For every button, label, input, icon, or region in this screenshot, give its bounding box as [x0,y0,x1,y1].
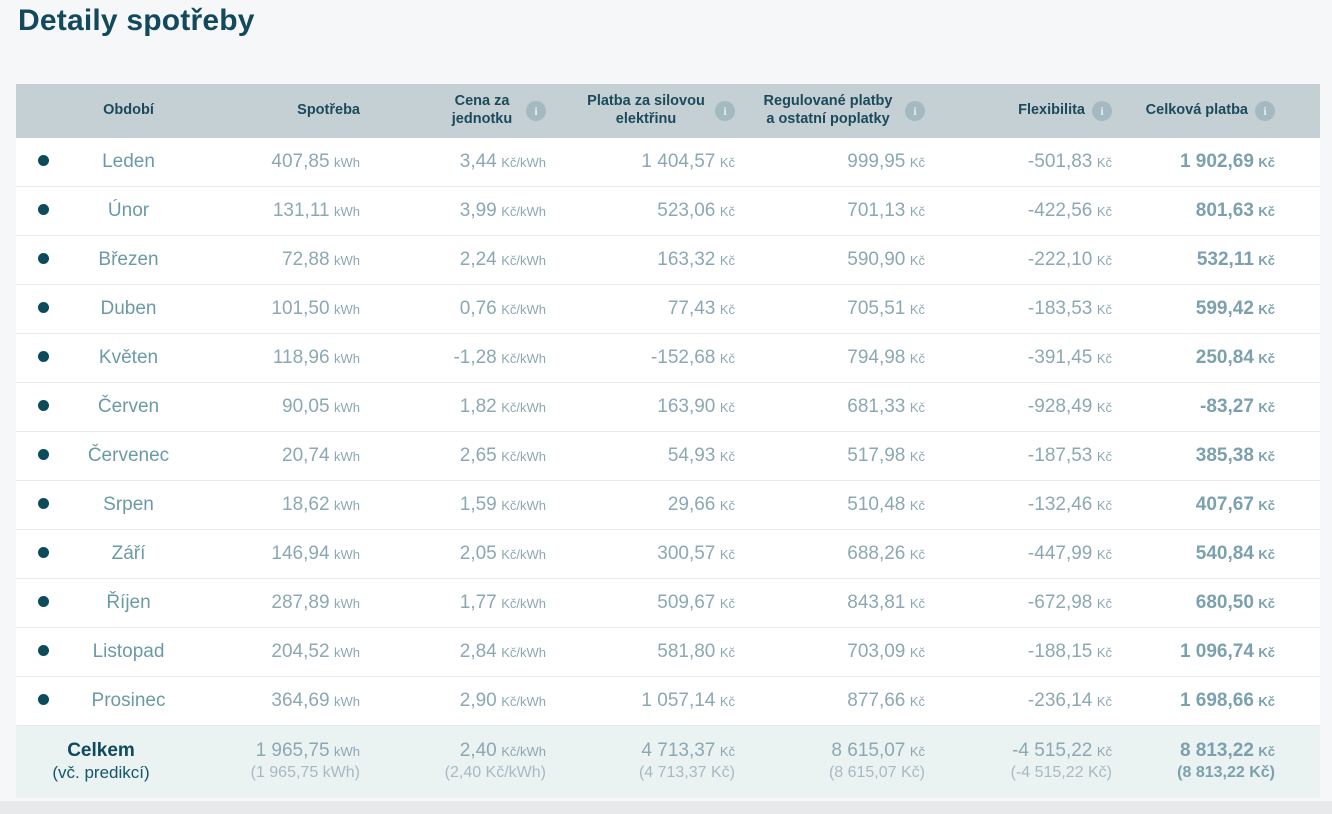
regulated-payments-cell: 517,98 Kč [735,432,925,481]
unit-label: Kč/kWh [501,645,546,660]
unit-price-cell: 3,99 Kč/kWh [360,187,546,236]
info-icon[interactable]: i [715,101,735,121]
column-header-regulovane-platby [735,84,925,138]
page-title: Detaily spotřeby [18,4,255,37]
unit-label: Kč [909,351,925,366]
column-header-obdobi [71,84,186,138]
unit-label: Kč [1258,596,1275,611]
info-icon[interactable]: i [526,101,546,121]
footer-energy-payment-value: 4 713,37 [641,740,716,762]
unit-price-cell: 1,59 Kč/kWh [360,481,546,530]
unit-label: Kč/kWh [501,204,546,219]
unit-label: kWh [334,547,360,562]
unit-label: Kč [1096,302,1112,317]
energy-payment-cell: 581,80 Kč [546,628,735,677]
total-payment-cell: 532,11 Kč [1112,236,1320,285]
flexibility-cell: -188,15 Kč [925,628,1112,677]
total-payment-cell: 250,84 Kč [1112,334,1320,383]
energy-payment-cell: 163,32 Kč [546,236,735,285]
unit-label: Kč [909,400,925,415]
bullet-column-header [16,84,71,138]
table-body [16,138,1320,726]
unit-label: Kč [1258,204,1275,219]
unit-label: Kč [1258,253,1275,268]
table-row [16,236,1320,285]
info-icon[interactable]: i [1092,101,1112,121]
month-label: Duben [100,298,157,319]
total-payment-cell: 680,50 Kč [1112,579,1320,628]
table-row [16,187,1320,236]
month-bullet-icon [38,498,49,509]
table-row [16,628,1320,677]
flexibility-cell: -391,45 Kč [925,334,1112,383]
unit-label: Kč/kWh [501,694,546,709]
unit-label: Kč [1258,302,1275,317]
consumption-cell: 118,96 kWh [186,334,360,383]
unit-label: Kč [1096,645,1112,660]
unit-label: Kč [909,253,925,268]
regulated-payments-cell: 510,48 Kč [735,481,925,530]
month-bullet-icon [38,645,49,656]
month-label: Únor [107,200,150,221]
energy-payment-cell: 163,90 Kč [546,383,735,432]
unit-label: Kč/kWh [501,302,546,317]
table-row [16,530,1320,579]
column-header-platba-za-silovou-elektrinu [546,84,735,138]
unit-label: kWh [334,400,360,415]
month-label: Říjen [106,592,151,613]
footer-total-prediction: (8 813,22 Kč) [1177,764,1275,782]
month-bullet-icon [38,694,49,705]
month-bullet-icon [38,547,49,558]
regulated-payments-cell: 703,09 Kč [735,628,925,677]
consumption-cell: 72,88 kWh [186,236,360,285]
unit-price-cell: 1,82 Kč/kWh [360,383,546,432]
unit-label: Kč [909,155,925,170]
unit-label: Kč [1096,449,1112,464]
footer-flexibility-prediction: (-4 515,22 Kč) [1010,764,1112,782]
footer-label-cell [16,726,186,799]
month-label: Září [111,543,146,564]
footer-regulated-value: 8 615,07 [831,740,906,762]
unit-price-cell: -1,28 Kč/kWh [360,334,546,383]
regulated-payments-cell: 843,81 Kč [735,579,925,628]
energy-payment-cell: 29,66 Kč [546,481,735,530]
unit-label: Kč/kWh [501,596,546,611]
month-bullet-icon [38,400,49,411]
footer-label: Celkem [67,740,135,762]
unit-label: Kč/kWh [501,155,546,170]
unit-label: kWh [334,645,360,660]
month-label: Srpen [103,494,154,515]
unit-label: Kč [1096,547,1112,562]
flexibility-cell: -183,53 Kč [925,285,1112,334]
regulated-payments-cell: 794,98 Kč [735,334,925,383]
unit-label: kWh [334,694,360,709]
footer-consumption-cell [186,726,360,799]
unit-label: Kč [1096,155,1112,170]
unit-label: Kč [1258,498,1275,513]
column-label: Spotřeba [297,102,360,119]
unit-label: Kč/kWh [501,449,546,464]
bottom-divider [0,801,1332,814]
table-row [16,579,1320,628]
unit-label: Kč [719,498,735,513]
consumption-cell: 204,52 kWh [186,628,360,677]
month-bullet-icon [38,351,49,362]
month-label: Leden [102,151,155,172]
month-label: Květen [98,347,159,368]
unit-label: Kč [1258,449,1275,464]
unit-label: Kč [719,204,735,219]
table-row [16,481,1320,530]
unit-label: Kč/kWh [501,351,546,366]
unit-label: Kč [719,645,735,660]
month-label: Listopad [92,641,165,662]
footer-consumption-prediction: (1 965,75 kWh) [250,764,360,782]
footer-unit-price-cell [360,726,546,799]
month-bullet-icon [38,155,49,166]
column-header-celkova-platba [1112,84,1320,138]
total-payment-cell: -83,27 Kč [1112,383,1320,432]
unit-label: Kč [719,596,735,611]
column-label: Regulované platby a ostatní poplatky [763,93,893,127]
unit-label: kWh [334,449,360,464]
footer-energy-payment-cell [546,726,735,799]
total-payment-cell: 385,38 Kč [1112,432,1320,481]
total-payment-cell: 1 902,69 Kč [1112,138,1320,187]
unit-label: Kč [719,744,735,760]
unit-price-cell: 2,24 Kč/kWh [360,236,546,285]
consumption-cell: 131,11 kWh [186,187,360,236]
column-header-flexibilita [925,84,1112,138]
flexibility-cell: -447,99 Kč [925,530,1112,579]
unit-price-cell: 2,84 Kč/kWh [360,628,546,677]
regulated-payments-cell: 999,95 Kč [735,138,925,187]
unit-label: Kč/kWh [501,547,546,562]
month-bullet-icon [38,302,49,313]
energy-payment-cell: 523,06 Kč [546,187,735,236]
unit-label: kWh [334,302,360,317]
unit-label: Kč [909,547,925,562]
flexibility-cell: -132,46 Kč [925,481,1112,530]
regulated-payments-cell: 877,66 Kč [735,677,925,726]
regulated-payments-cell: 681,33 Kč [735,383,925,432]
column-label: Celková platba [1145,102,1248,119]
unit-price-cell: 0,76 Kč/kWh [360,285,546,334]
footer-regulated-prediction: (8 615,07 Kč) [828,764,925,782]
unit-label: Kč [719,253,735,268]
unit-label: Kč [1258,694,1275,709]
unit-label: Kč [719,449,735,464]
unit-label: Kč [1096,744,1112,760]
total-payment-cell: 540,84 Kč [1112,530,1320,579]
total-payment-cell: 599,42 Kč [1112,285,1320,334]
column-label: Platba za silovou elektřinu [587,93,705,127]
month-label: Březen [98,249,159,270]
unit-label: Kč [909,596,925,611]
unit-label: Kč [909,694,925,709]
unit-price-cell: 2,05 Kč/kWh [360,530,546,579]
column-label: Flexibilita [1018,102,1085,119]
footer-regulated-cell [735,726,925,799]
consumption-cell: 101,50 kWh [186,285,360,334]
total-payment-cell: 1 698,66 Kč [1112,677,1320,726]
info-icon[interactable]: i [1255,101,1275,121]
unit-label: Kč/kWh [501,744,546,760]
month-bullet-icon [38,596,49,607]
table-row [16,334,1320,383]
energy-payment-cell: -152,68 Kč [546,334,735,383]
month-bullet-icon [38,204,49,215]
unit-label: Kč [1096,694,1112,709]
unit-label: Kč/kWh [501,253,546,268]
unit-price-cell: 3,44 Kč/kWh [360,138,546,187]
regulated-payments-cell: 705,51 Kč [735,285,925,334]
unit-price-cell: 2,65 Kč/kWh [360,432,546,481]
footer-consumption-value: 1 965,75 [255,740,330,762]
flexibility-cell: -928,49 Kč [925,383,1112,432]
unit-label: Kč [1258,547,1275,562]
unit-label: Kč/kWh [501,400,546,415]
consumption-cell: 407,85 kWh [186,138,360,187]
table-footer-row [16,726,1320,799]
unit-label: Kč [909,449,925,464]
consumption-cell: 287,89 kWh [186,579,360,628]
unit-label: Kč [909,744,925,760]
unit-label: kWh [334,204,360,219]
unit-label: Kč [719,400,735,415]
consumption-cell: 146,94 kWh [186,530,360,579]
footer-total-cell [1112,726,1320,799]
table-row [16,383,1320,432]
unit-label: Kč [1258,744,1275,760]
unit-label: Kč [1096,400,1112,415]
unit-label: Kč [1096,596,1112,611]
unit-label: kWh [334,351,360,366]
unit-label: Kč [719,351,735,366]
column-label: Období [103,102,154,119]
unit-price-cell: 2,90 Kč/kWh [360,677,546,726]
footer-unit-price-prediction: (2,40 Kč/kWh) [444,764,546,782]
total-payment-cell: 801,63 Kč [1112,187,1320,236]
month-bullet-icon [38,449,49,460]
consumption-cell: 20,74 kWh [186,432,360,481]
unit-label: Kč [719,155,735,170]
footer-flexibility-value: -4 515,22 [1012,740,1093,762]
month-bullet-icon [38,253,49,264]
regulated-payments-cell: 701,13 Kč [735,187,925,236]
unit-label: kWh [334,253,360,268]
unit-label: Kč [1096,253,1112,268]
info-icon[interactable]: i [905,101,925,121]
unit-label: Kč [909,204,925,219]
table-row [16,432,1320,481]
unit-label: Kč [1258,351,1275,366]
unit-label: Kč [1096,204,1112,219]
unit-label: Kč [1258,645,1275,660]
unit-label: Kč [719,694,735,709]
footer-total-value: 8 813,22 [1179,740,1254,762]
unit-label: kWh [334,498,360,513]
unit-label: Kč [1096,351,1112,366]
unit-label: kWh [334,155,360,170]
table-row [16,285,1320,334]
unit-label: Kč [1258,155,1275,170]
column-header-cena-za-jednotku [360,84,546,138]
month-label: Prosinec [91,690,166,711]
regulated-payments-cell: 688,26 Kč [735,530,925,579]
total-payment-cell: 407,67 Kč [1112,481,1320,530]
unit-label: Kč [719,302,735,317]
consumption-cell: 364,69 kWh [186,677,360,726]
energy-payment-cell: 1 057,14 Kč [546,677,735,726]
energy-payment-cell: 509,67 Kč [546,579,735,628]
energy-payment-cell: 1 404,57 Kč [546,138,735,187]
flexibility-cell: -672,98 Kč [925,579,1112,628]
flexibility-cell: -501,83 Kč [925,138,1112,187]
unit-label: Kč [909,498,925,513]
footer-unit-price-value: 2,40 [459,740,497,762]
unit-label: Kč [1258,400,1275,415]
regulated-payments-cell: 590,90 Kč [735,236,925,285]
flexibility-cell: -422,56 Kč [925,187,1112,236]
column-label: Cena za jednotku [451,93,513,127]
footer-flexibility-cell [925,726,1112,799]
footer-energy-payment-prediction: (4 713,37 Kč) [638,764,735,782]
total-payment-cell: 1 096,74 Kč [1112,628,1320,677]
unit-label: Kč [909,645,925,660]
consumption-table [16,84,1320,798]
consumption-cell: 18,62 kWh [186,481,360,530]
flexibility-cell: -222,10 Kč [925,236,1112,285]
month-label: Červen [97,396,160,417]
energy-payment-cell: 54,93 Kč [546,432,735,481]
energy-payment-cell: 77,43 Kč [546,285,735,334]
flexibility-cell: -187,53 Kč [925,432,1112,481]
consumption-cell: 90,05 kWh [186,383,360,432]
unit-label: kWh [334,744,360,760]
footer-sublabel: (vč. predikcí) [52,763,150,783]
table-row [16,138,1320,187]
table-header-row [16,84,1320,138]
unit-label: Kč/kWh [501,498,546,513]
energy-payment-cell: 300,57 Kč [546,530,735,579]
unit-label: Kč [909,302,925,317]
table-row [16,677,1320,726]
unit-label: Kč [719,547,735,562]
unit-label: Kč [1096,498,1112,513]
unit-price-cell: 1,77 Kč/kWh [360,579,546,628]
unit-label: kWh [334,596,360,611]
flexibility-cell: -236,14 Kč [925,677,1112,726]
month-label: Červenec [87,445,170,466]
column-header-spotreba [186,84,360,138]
